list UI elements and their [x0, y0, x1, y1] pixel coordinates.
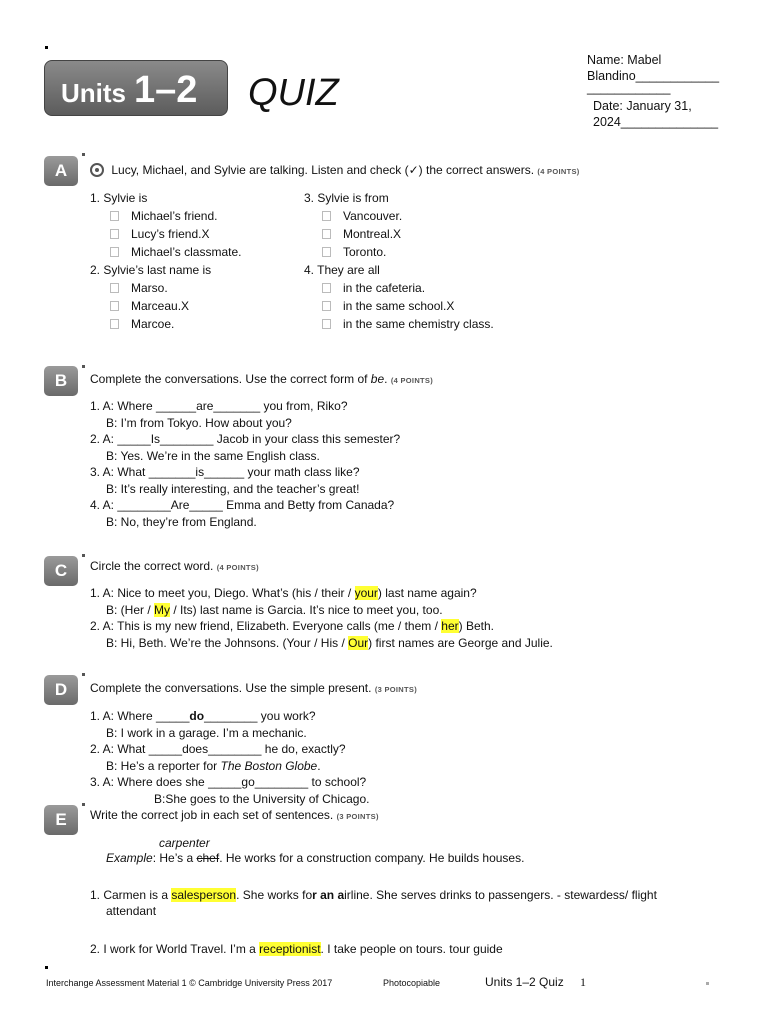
checkbox[interactable]: [322, 301, 331, 311]
question-e1[interactable]: 1. Carmen is a salesperson. She works for an airline. She serves drinks to passengers. - stewardess/ flight attendant: [90, 888, 657, 918]
section-marker: [82, 803, 85, 806]
conversation-line[interactable]: 2. A: _____Is________ Jacob in your class this semester?: [90, 432, 401, 446]
conversation-line: B: No, they’re from England.: [106, 514, 257, 529]
conversation-line: B: I’m from Tokyo. How about you?: [106, 415, 292, 430]
footer-page-number: 1: [580, 975, 586, 989]
conversation-line[interactable]: B: Hi, Beth. We’re the Johnsons. (Your / His / Our) first names are George and Julie.: [106, 635, 553, 650]
checkbox[interactable]: [110, 301, 119, 311]
conversation-line[interactable]: 1. A: Where ______are_______ you from, Riko?: [90, 399, 348, 413]
footer-copyright: Interchange Assessment Material 1 © Cambridge University Press 2017: [46, 978, 333, 988]
question-a2: [90, 261, 211, 333]
question-a1: [90, 189, 241, 261]
date-field[interactable]: [593, 98, 718, 130]
section-c-instruction: Circle the correct word. (4 POINTS): [90, 559, 259, 573]
example-sentence: Example: He’s a chef. He works for a construction company. He builds houses.: [106, 851, 525, 865]
checkbox[interactable]: [322, 319, 331, 329]
date-line: 2024______________: [593, 115, 719, 129]
option[interactable]: Vancouver.: [304, 207, 402, 225]
conversation-line[interactable]: B: (Her / My / Its) last name is Garcia. It’s nice to meet you, too.: [106, 602, 443, 617]
section-d-points: (3 POINTS): [374, 685, 417, 694]
option[interactable]: Marceau.X: [90, 297, 211, 315]
option[interactable]: Montreal.X: [304, 225, 402, 243]
question-stem: 1. Sylvie is: [90, 191, 148, 205]
conversation-line[interactable]: 1. A: Nice to meet you, Diego. What’s (his / their / your) last name again?: [90, 586, 477, 600]
conversation-line: B:She goes to the University of Chicago.: [154, 791, 370, 806]
checkbox[interactable]: [322, 283, 331, 293]
highlighted-answer: salesperson: [171, 888, 237, 902]
question-stem: 3. Sylvie is from: [304, 191, 389, 205]
section-d-badge: D: [44, 675, 78, 705]
question-a4: [304, 261, 494, 333]
section-d-instruction: Complete the conversations. Use the simple present. (3 POINTS): [90, 681, 417, 695]
question-e2[interactable]: 2. I work for World Travel. I’m a receptionist. I take people on tours. tour guide: [90, 942, 503, 956]
checkbox[interactable]: [110, 229, 119, 239]
conversation-line: B: I work in a garage. I’m a mechanic.: [106, 725, 307, 740]
section-c-points: (4 POINTS): [216, 563, 259, 572]
option[interactable]: Marcoe.: [90, 315, 211, 333]
conversation-line: B: Yes. We’re in the same English class.: [106, 448, 320, 463]
name-line: ____________: [587, 81, 671, 95]
option[interactable]: Michael’s friend.: [90, 207, 241, 225]
checkbox[interactable]: [322, 211, 331, 221]
section-e-points: (3 POINTS): [336, 812, 379, 821]
section-marker: [82, 673, 85, 676]
section-c-conversations: [90, 585, 553, 651]
conversation-line[interactable]: 3. A: What _______is______ your math class like?: [90, 465, 360, 479]
conversation-line: B: It’s really interesting, and the teacher’s great!: [106, 481, 360, 496]
conversation-line[interactable]: 1. A: Where _____do________ you work?: [90, 709, 316, 723]
units-label: Units: [61, 78, 126, 108]
section-a-badge: A: [44, 156, 78, 186]
option[interactable]: Toronto.: [304, 243, 402, 261]
question-stem: 4. They are all: [304, 263, 380, 277]
section-d-conversations: [90, 708, 369, 807]
question-a3: [304, 189, 402, 261]
checkbox[interactable]: [110, 319, 119, 329]
highlighted-answer: My: [154, 602, 171, 617]
example-answer: carpenter: [159, 836, 210, 850]
highlighted-answer: her: [441, 619, 459, 633]
section-a-instruction: [90, 163, 580, 177]
checkbox[interactable]: [322, 247, 331, 257]
section-b-instruction: Complete the conversations. Use the correct form of be. (4 POINTS): [90, 372, 434, 386]
section-a-points: (4 POINTS): [537, 167, 580, 176]
audio-cd-icon[interactable]: [90, 163, 104, 177]
conversation-line: B: He’s a reporter for The Boston Globe.: [106, 758, 321, 773]
section-e-instruction: Write the correct job in each set of sentences. (3 POINTS): [90, 808, 379, 822]
name-line: Blandino____________: [587, 69, 720, 83]
option[interactable]: Marso.: [90, 279, 211, 297]
name-field[interactable]: [587, 52, 719, 96]
option[interactable]: in the cafeteria.: [304, 279, 494, 297]
section-a-text: Lucy, Michael, and Sylvie are talking. Listen and check (✓) the correct answers.: [111, 163, 535, 177]
bullet-dot: [45, 46, 48, 49]
checkbox[interactable]: [322, 229, 331, 239]
section-marker: [82, 365, 85, 368]
section-marker: [82, 153, 85, 156]
section-marker: [82, 554, 85, 557]
checkbox[interactable]: [110, 247, 119, 257]
section-b-points: (4 POINTS): [390, 376, 434, 385]
conversation-line[interactable]: 4. A: ________Are_____ Emma and Betty from Canada?: [90, 498, 395, 512]
date-line: Date: January 31,: [593, 99, 692, 113]
bullet-dot: [45, 966, 48, 969]
units-title-box: [44, 60, 228, 116]
quiz-title: QUIZ: [248, 72, 339, 114]
section-b-conversations: [90, 398, 400, 530]
footer-photocopiable: Photocopiable: [383, 978, 441, 988]
name-line: Name: Mabel: [587, 53, 662, 67]
conversation-line[interactable]: 2. A: What _____does________ he do, exactly?: [90, 742, 346, 756]
highlighted-answer: your: [354, 586, 378, 600]
checkbox[interactable]: [110, 211, 119, 221]
bullet-dot: [706, 982, 709, 985]
question-stem: 2. Sylvie’s last name is: [90, 263, 212, 277]
conversation-line[interactable]: 2. A: This is my new friend, Elizabeth. Everyone calls (me / them / her) Beth.: [90, 619, 494, 633]
highlighted-answer: receptionist: [259, 942, 321, 956]
checkbox[interactable]: [110, 283, 119, 293]
section-c-badge: C: [44, 556, 78, 586]
option[interactable]: Michael’s classmate.: [90, 243, 241, 261]
option[interactable]: in the same chemistry class.: [304, 315, 494, 333]
units-number: 1–2: [134, 69, 198, 111]
section-b-badge: B: [44, 366, 78, 396]
highlighted-answer: Our: [348, 635, 369, 650]
conversation-line[interactable]: 3. A: Where does she _____go________ to school?: [90, 775, 367, 789]
section-e-badge: E: [44, 805, 78, 835]
option[interactable]: in the same school.X: [304, 297, 494, 315]
footer-page-label: Units 1–2 Quiz: [485, 975, 564, 989]
option[interactable]: Lucy’s friend.X: [90, 225, 241, 243]
